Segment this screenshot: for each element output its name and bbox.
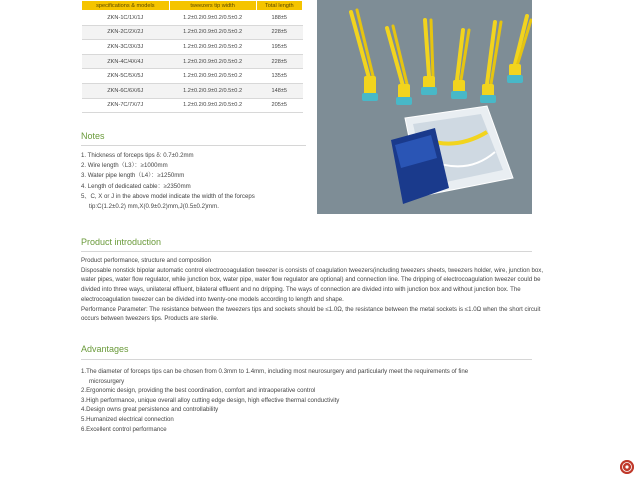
table-cell: 228±5	[256, 25, 302, 40]
table-cell: 148±5	[256, 83, 302, 98]
advantage-item: 1.The diameter of forceps tips can be chosen from 0.3mm to 1.4mm, including most neurosurgery and particularly meet the requirements of fine	[81, 368, 469, 375]
product-intro-heading: Product introduction	[81, 237, 162, 247]
table-row	[82, 98, 303, 113]
seal-logo-icon	[620, 460, 634, 474]
note-item: 2. Wire length（L3）：≥1000mm	[81, 162, 168, 170]
note-item: 3. Water pipe length（L4）：≥1250mm	[81, 172, 185, 180]
notes-divider	[81, 145, 306, 146]
advantage-item: 4.Design owns great persistence and controllability	[81, 406, 219, 414]
table-cell: 1.2±0.2/0.9±0.2/0.5±0.2	[169, 11, 256, 26]
table-header-cell: specifications & models	[82, 1, 170, 11]
advantage-item: 3.High performance, unique overall alloy cutting edge design, high effective thermal conductivity	[81, 396, 340, 404]
table-cell: ZKN-5C/5X/5J	[82, 69, 170, 84]
table-header-cell: tweezers tip width	[169, 1, 256, 11]
note-item-continued: tip:C(1.2±0.2) mm,X(0.9±0.2)mm,J(0.5±0.2)mm.	[89, 203, 219, 211]
table-cell: 228±5	[256, 54, 302, 69]
notes-heading: Notes	[81, 131, 105, 141]
table-cell: ZKN-6C/6X/6J	[82, 83, 170, 98]
note-item: 1. Thickness of forceps tips δ: 0.7±0.2mm	[81, 152, 194, 159]
note-item: 4. Length of dedicated cable：≥2350mm	[81, 182, 191, 190]
table-cell: 205±5	[256, 98, 302, 113]
advantages-heading: Advantages	[81, 344, 129, 354]
table-row	[82, 83, 303, 98]
table-cell: ZKN-4C/4X/4J	[82, 54, 170, 69]
table-cell: 1.2±0.2/0.9±0.2/0.5±0.2	[169, 83, 256, 98]
table-cell: ZKN-1C/1X/1J	[82, 11, 170, 26]
table-cell: 1.2±0.2/0.9±0.2/0.5±0.2	[169, 40, 256, 55]
advantages-list	[81, 367, 551, 434]
product-intro-body	[81, 256, 551, 324]
advantage-item-continued: microsurgery	[89, 377, 125, 385]
table-cell: 1.2±0.2/0.9±0.2/0.5±0.2	[169, 25, 256, 40]
table-cell: ZKN-3C/3X/3J	[82, 40, 170, 55]
seal-logo-graphic	[620, 460, 634, 474]
product-subtitle: Product performance, structure and composition	[81, 257, 212, 264]
tweezers-product-illustration	[317, 0, 532, 214]
notes-list	[81, 151, 311, 212]
table-cell: 135±5	[256, 69, 302, 84]
table-row	[82, 11, 303, 26]
table-row	[82, 25, 303, 40]
table-row	[82, 54, 303, 69]
product-intro-divider	[81, 251, 532, 252]
note-item: 5、C, X or J in the above model indicate the width of the forceps	[81, 192, 255, 200]
advantage-item: 2.Ergonomic design, providing the best coordination, comfort and intraoperative control	[81, 387, 316, 395]
table-cell: ZKN-2C/2X/2J	[82, 25, 170, 40]
table-cell: 1.2±0.2/0.9±0.2/0.5±0.2	[169, 69, 256, 84]
performance-parameter: Performance Parameter: The resistance between the tweezers tips and sockets should be ≤1.0Ω, the resistance between the metal sockets is ≤1.0Ω when the short circuit occurs between tweezers tips. Products are sterile.	[81, 305, 541, 323]
table-cell: 195±5	[256, 40, 302, 55]
table-cell: 1.2±0.2/0.9±0.2/0.5±0.2	[169, 54, 256, 69]
table-header-row	[82, 1, 303, 11]
table-cell: ZKN-7C/7X/7J	[82, 98, 170, 113]
table-cell: 188±5	[256, 11, 302, 26]
table-cell: 1.2±0.2/0.9±0.2/0.5±0.2	[169, 98, 256, 113]
table-row	[82, 40, 303, 55]
table-row	[82, 69, 303, 84]
product-photo	[317, 0, 532, 214]
spec-table	[81, 0, 303, 113]
advantage-item: 6.Excellent control performance	[81, 425, 167, 433]
advantages-divider	[81, 359, 532, 360]
product-description: Disposable nonstick bipolar automatic control electrocoagulation tweezer is consists of coagulation tweezers(including tweezers sheets, tweezers holder, wire, junction box, water pipes, water flow regulator, while junction box, water pipe, water flow regulator are optional) and connection line. The dripping of electrocoagulation tweezer could be divided into three ways, unilateral effluent, bilateral effluent and no dripping. The ways of connection are divided into with junction box and without junction box. The electrocoagulation tweezer can be divided into twenty-one models according to length and shape.	[81, 266, 544, 303]
advantage-item: 5.Humanized electrical connection	[81, 415, 174, 423]
table-header-cell: Total length	[256, 1, 302, 11]
